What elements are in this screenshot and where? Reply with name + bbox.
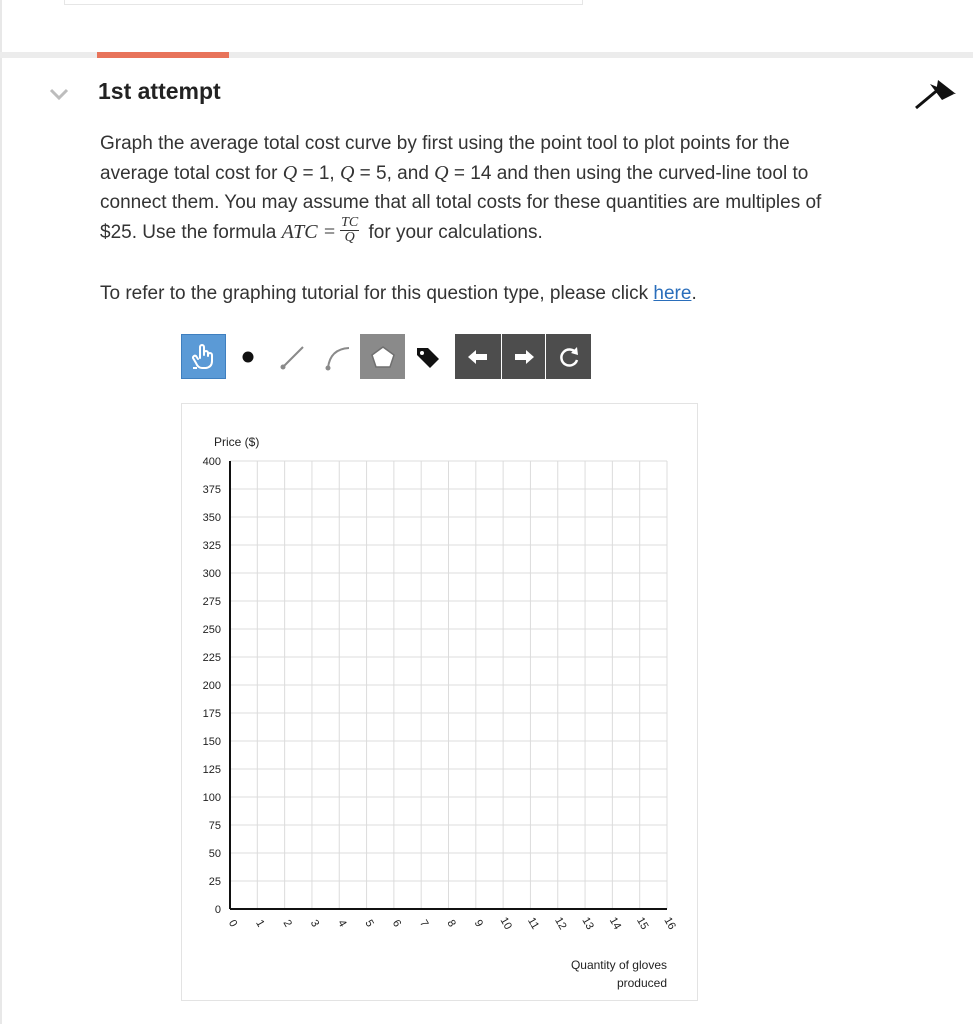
x-tick-label: 3 [307, 917, 322, 930]
y-tick-label: 75 [208, 820, 221, 832]
x-tick-label: 10 [497, 915, 514, 932]
curve-tool-button[interactable] [315, 334, 360, 379]
point-tool-icon [241, 350, 255, 364]
x-tick-label: 16 [661, 915, 678, 932]
polygon-tool-button[interactable] [360, 334, 405, 379]
tag-icon [414, 343, 442, 371]
x-tick-label: 5 [362, 917, 376, 930]
attempt-title: 1st attempt [98, 78, 221, 104]
flag-icon[interactable] [912, 78, 958, 112]
x-tick-label: 4 [335, 917, 349, 930]
x-tick-label: 9 [471, 917, 486, 930]
y-tick-label: 0 [214, 904, 221, 916]
question-text: Graph the average total cost curve by first using the point tool to plot points for the average total cost for Q = 1, Q = 5, and Q = 14 and then using the curved-line tool to connect them. You may assume that all total costs for these quantities are multiples of $25. Use the formula ATC = $\frac{TC}{Q}$ for your calculations. [100, 133, 822, 245]
chevron-down-icon[interactable] [48, 86, 70, 102]
x-tick-label: 0 [225, 917, 240, 930]
tutorial-text: To refer to the graphing tutorial for this question type, please click here. [100, 283, 697, 304]
hand-pointer-icon [191, 343, 217, 371]
y-tick-label: 225 [202, 652, 221, 664]
y-tick-label: 250 [202, 624, 221, 636]
atc-graph[interactable] [182, 404, 697, 1000]
grid-lines [230, 461, 667, 909]
y-tick-labels [203, 456, 221, 916]
y-tick-label: 300 [202, 568, 221, 580]
reset-button[interactable] [546, 334, 591, 379]
left-edge-border [0, 0, 2, 1024]
redo-icon [511, 346, 537, 368]
line-tool-icon [279, 343, 307, 371]
y-tick-label: 325 [202, 540, 221, 552]
graph-panel[interactable] [181, 403, 698, 1001]
x-tick-label: 2 [280, 917, 294, 930]
x-tick-label: 6 [389, 917, 404, 930]
undo-icon [465, 346, 491, 368]
y-tick-label: 350 [202, 512, 221, 524]
formula-lhs: ATC = [281, 220, 337, 243]
drag-tool-button[interactable] [181, 334, 226, 379]
y-tick-label: 175 [202, 708, 221, 720]
y-tick-label: 400 [202, 456, 221, 468]
curve-tool-icon [324, 343, 352, 371]
y-tick-label: 375 [202, 484, 221, 496]
x-tick-label: 12 [552, 915, 569, 932]
y-tick-label: 25 [208, 876, 221, 888]
redo-button[interactable] [502, 334, 545, 379]
polygon-tool-icon [369, 343, 397, 371]
x-tick-label: 14 [606, 915, 624, 932]
x-tick-label: 7 [417, 917, 431, 930]
x-tick-label: 15 [634, 915, 651, 932]
reset-icon [557, 345, 581, 369]
tutorial-link[interactable]: here [653, 283, 692, 304]
y-tick-label: 125 [202, 764, 221, 776]
previous-card-bottom [64, 0, 583, 5]
undo-button[interactable] [455, 334, 501, 379]
x-tick-labels [226, 915, 678, 932]
y-tick-label: 200 [202, 680, 221, 692]
y-tick-label: 275 [202, 596, 221, 608]
line-tool-button[interactable] [270, 334, 315, 379]
label-tool-button[interactable] [405, 334, 450, 379]
x-axis-label-line1: Quantity of gloves [570, 958, 667, 972]
formula-fraction: $\frac{TC}{Q}$ [341, 214, 359, 245]
y-tick-label: 50 [208, 848, 221, 860]
y-axis-label: Price ($) [214, 435, 260, 449]
point-tool-button[interactable] [226, 334, 270, 379]
x-tick-label: 8 [444, 917, 458, 930]
y-tick-label: 150 [202, 736, 221, 748]
x-tick-label: 11 [524, 915, 542, 932]
y-tick-label: 100 [202, 792, 221, 804]
x-tick-label: 1 [253, 917, 267, 930]
x-tick-label: 13 [579, 915, 596, 932]
x-axis-label-line2: produced [616, 976, 667, 990]
attempt-tab-indicator [97, 52, 229, 58]
